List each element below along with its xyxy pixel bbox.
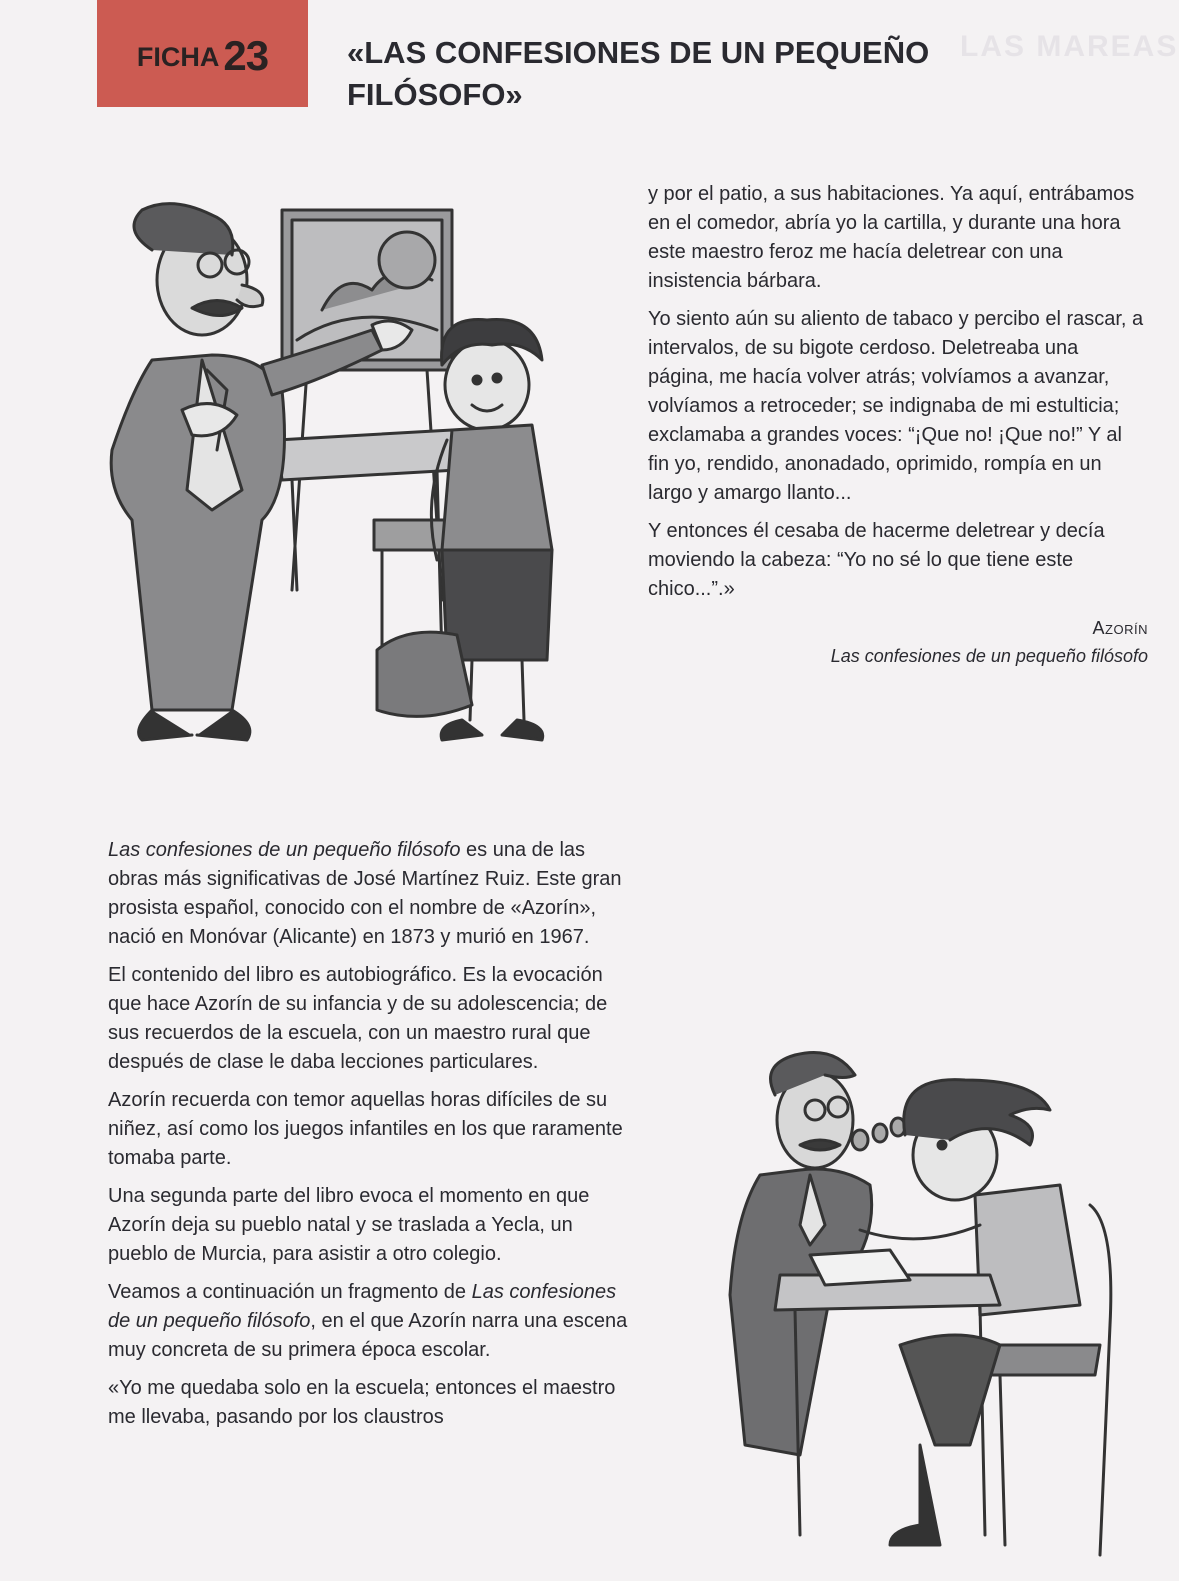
intro-paragraph-2: El contenido del libro es autobiográfico. Es la evocación que hace Azorín de su infancia y de su adolescencia; de sus recuerdos de la escuela, con un maestro rural que después de clase le daba lecciones particulares. <box>108 964 608 1073</box>
intro-paragraph-5 <box>108 1278 638 1365</box>
intro-paragraph-5-b: , en el que Azorín narra una escena muy concreta de su primera época escolar. <box>108 1310 628 1361</box>
intro-paragraph-1-text: es una de las obras más significativas de José Martínez Ruiz. Este gran prosista español, conocido con el nombre de «Azorín», nació en Monóvar (Alicante) en 1873 y murió en 1967. <box>108 839 622 948</box>
ficha-label: FICHA <box>136 42 220 72</box>
citation <box>648 614 1148 670</box>
intro-paragraph-4: Una segunda parte del libro evoca el momento en que Azorín deja su pueblo natal y se traslada a Yecla, un pueblo de Murcia, para asistir a otro colegio. <box>108 1185 590 1265</box>
right-text-column <box>648 180 1148 670</box>
book-title-inline: Las confesiones de un pequeño filósofo <box>108 839 461 861</box>
fragment-paragraph-2: Yo siento aún su aliento de tabaco y percibo el rascar, a intervalos, de su bigote cerdoso. Deletreaba una página, me hacía volver atrás; volvíamos a avanzar, volvíamos a retroceder; se indignaba de mi estulticia; exclamaba a grandes voces: “¡Que no! ¡Que no!” Y al fin yo, rendido, anonadado, oprimido, rompía en un largo y amargo llanto... <box>648 308 1144 504</box>
intro-paragraph-5-a: Veamos a continuación un fragmento de <box>108 1281 472 1303</box>
background-ghost-text: LAS MAREAS <box>960 30 1179 63</box>
title-line-2: FILÓSOFO» <box>347 77 523 112</box>
book-title-inline-2: Las confesiones de un pequeño filósofo <box>108 1281 617 1332</box>
fragment-paragraph-1: y por el patio, a sus habitaciones. Ya aquí, entrábamos en el comedor, abría yo la cartilla, y durante una hora este maestro feroz me hacía deletrear con una insistencia bárbara. <box>648 183 1135 292</box>
ficha-badge <box>97 0 308 107</box>
ficha-number: 23 <box>223 31 269 79</box>
page-title <box>347 32 987 116</box>
fragment-paragraph-3: Y entonces él cesaba de hacerme deletrear y decía moviendo la cabeza: “Yo no sé lo que tiene este chico...”.» <box>648 520 1105 600</box>
citation-book: Las confesiones de un pequeño filósofo <box>830 646 1148 666</box>
intro-paragraph-3: Azorín recuerda con temor aquellas horas difíciles de su niñez, así como los juegos infantiles en los que raramente tomaba parte. <box>108 1089 623 1169</box>
citation-author: Azorín <box>1092 618 1148 638</box>
intro-paragraph-1 <box>108 836 638 952</box>
fragment-start-paragraph: «Yo me quedaba solo en la escuela; entonces el maestro me llevaba, pasando por los claustros <box>108 1377 616 1428</box>
teacher-and-boy-illustration <box>92 190 612 760</box>
title-line-1: «LAS CONFESIONES DE UN PEQUEÑO <box>347 35 930 70</box>
boy-at-desk-illustration <box>720 1045 1140 1565</box>
left-text-column <box>108 836 638 1441</box>
